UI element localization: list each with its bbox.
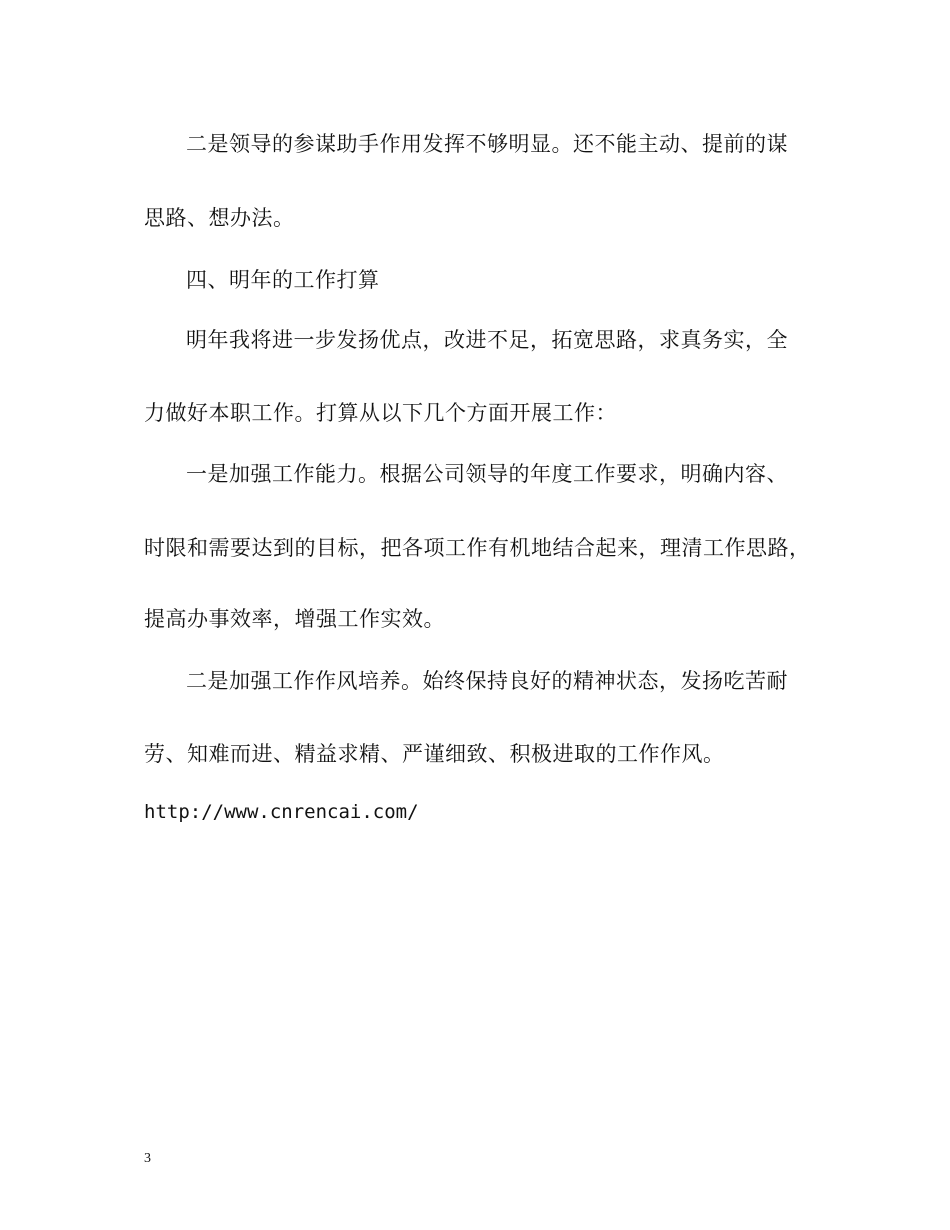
text-line: 劳、知难而进、精益求精、严谨细致、积极进取的工作作风。 [144,742,725,766]
text-line: 思路、想办法。 [144,206,295,230]
text-line: 一是加强工作能力。根据公司领导的年度工作要求，明确内容、 [186,462,788,486]
text-line: 力做好本职工作。打算从以下几个方面开展工作： [144,401,617,425]
section-heading: 四、明年的工作打算 [186,268,380,292]
text-line: 明年我将进一步发扬优点，改进不足，拓宽思路，求真务实，全 [186,328,788,352]
source-url: http://www.cnrencai.com/ [144,801,419,823]
text-line: 二是加强工作作风培养。始终保持良好的精神状态，发扬吃苦耐 [186,669,788,693]
text-line: 提高办事效率，增强工作实效。 [144,607,445,631]
page-number: 3 [144,1151,151,1166]
text-line: 二是领导的参谋助手作用发挥不够明显。还不能主动、提前的谋 [186,132,788,156]
text-line: 时限和需要达到的目标，把各项工作有机地结合起来，理清工作思路， [144,536,811,560]
